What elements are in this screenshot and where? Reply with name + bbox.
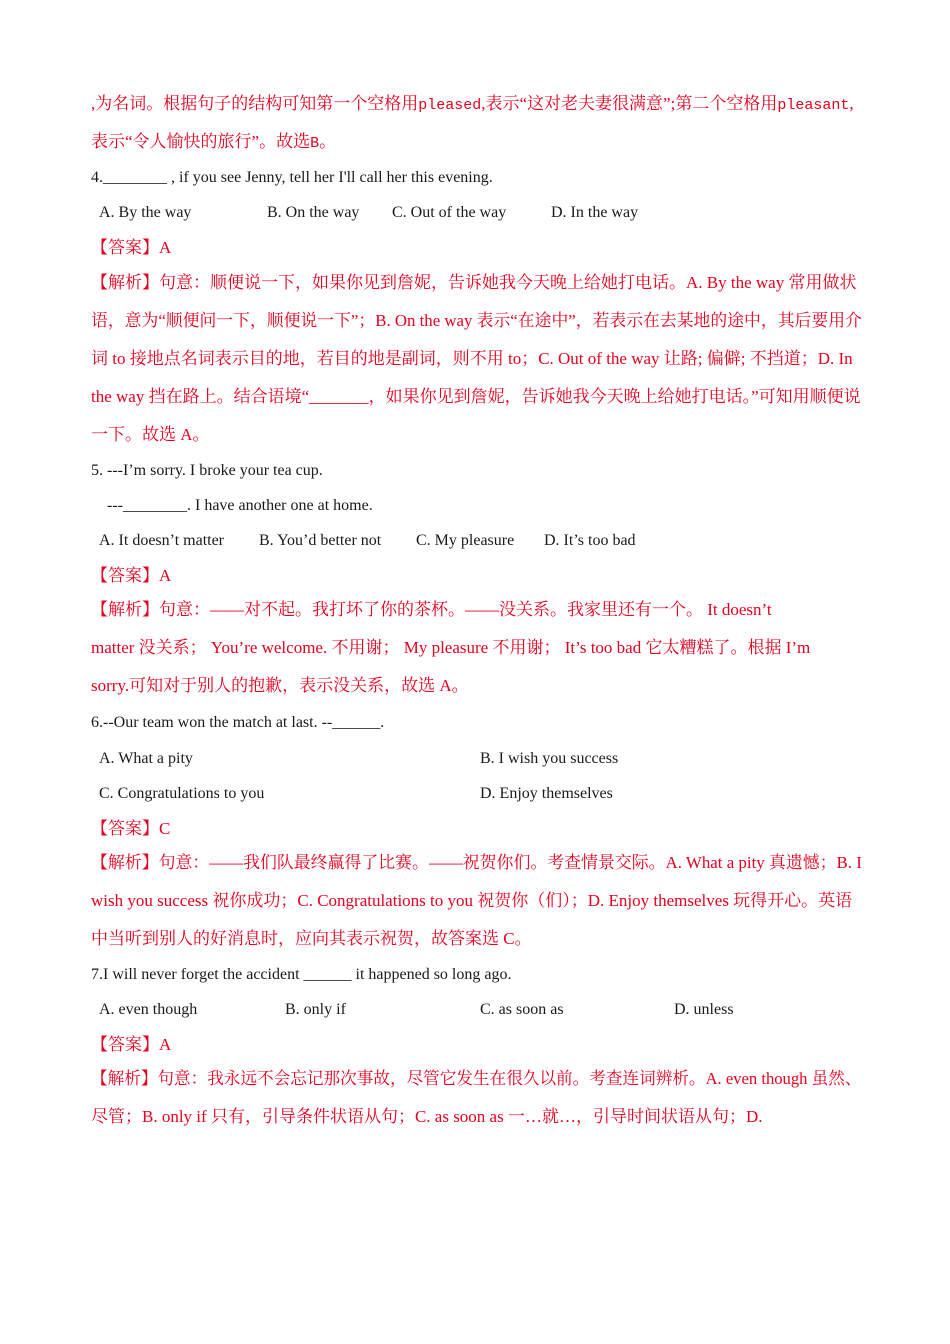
q5-option-a: A. It doesn’t matter [99,532,225,549]
q7-analysis-line-1: 【解析】句意：我永远不会忘记那次事故，尽管它发生在很久以前。考查连词辨析。A. even though 虽然、 [91,1069,862,1088]
q5-stem: 5. ---I’m sorry. I broke your tea cup. [91,462,323,479]
q4-answer: 【答案】A [91,238,172,257]
q7-stem: 7.I will never forget the accident ______ it happened so long ago. [91,966,512,983]
q4-analysis-line-1: 【解析】句意：顺便说一下，如果你见到詹妮，告诉她我今天晚上给她打电话。A. By the way 常用做状 [91,273,857,292]
prev-analysis-line-1: ,为名词。根据句子的结构可知第一个空格用pleased,表示“这对老夫妻很满意”;第二个空格用pleasant, [91,94,854,114]
q4-option-a: A. By the way [99,204,192,221]
q5-option-b: B. You’d better not [259,532,382,549]
prev-analysis-line-2: 表示“令人愉快的旅行”。故选B。 [91,132,337,152]
q5-analysis-line-1: 【解析】句意：——对不起。我打坏了你的茶杯。——没关系。我家里还有一个。 It doesn’t [91,600,772,619]
q4-analysis-line-5: 一下。故选 A。 [91,425,210,444]
q4-analysis-line-2: 语，意为“顺便问一下，顺便说一下”；B. On the way 表示“在途中”，若表示在去某地的途中，其后要用介 [91,311,862,330]
q6-analysis-line-3: 中当听到别人的好消息时，应向其表示祝贺，故答案选 C。 [91,929,532,948]
q6-answer: 【答案】C [91,819,171,838]
q6-analysis-line-2: wish you success 祝你成功；C. Congratulations to you 祝贺你（们）；D. Enjoy themselves 玩得开心。英语 [91,891,853,910]
q5-analysis-line-2: matter 没关系； You’re welcome. 不用谢； My pleasure 不用谢； It’s too bad 它太糟糕了。根据 I’m [91,638,811,657]
q7-analysis-line-2: 尽管；B. only if 只有，引导条件状语从句；C. as soon as 一…就…，引导时间状语从句；D. [91,1107,763,1126]
q7-answer: 【答案】A [91,1035,172,1054]
q4-stem: 4.________ , if you see Jenny, tell her I'll call her this evening. [91,169,493,186]
q4-option-c: C. Out of the way [392,204,507,221]
q4-analysis-line-3: 词 to 接地点名词表示目的地，若目的地是副词，则不用 to；C. Out of the way 让路; 偏僻; 不挡道；D. In [91,349,853,368]
q6-option-b: B. I wish you success [480,750,619,767]
q7-option-b: B. only if [285,1001,346,1018]
q6-option-d: D. Enjoy themselves [480,785,613,802]
q5-analysis-line-3: sorry.可知对于别人的抱歉，表示没关系，故选 A。 [91,676,469,695]
q4-option-d: D. In the way [551,204,639,221]
q5-stem-reply: ---________. I have another one at home. [107,497,373,514]
q5-option-c: C. My pleasure [416,532,515,549]
q4-analysis-line-4: the way 挡在路上。结合语境“_______，如果你见到詹妮，告诉她我今天晚上给她打电话。”可知用顺便说 [91,387,861,406]
q5-answer: 【答案】A [91,566,172,585]
q6-option-a: A. What a pity [99,750,193,767]
q6-analysis-line-1: 【解析】句意：——我们队最终赢得了比赛。——祝贺你们。考查情景交际。A. What a pity 真遗憾；B. I [91,853,862,872]
q7-option-c: C. as soon as [480,1001,564,1018]
q6-stem: 6.--Our team won the match at last. --______. [91,714,385,731]
q7-option-d: D. unless [674,1001,734,1018]
q5-option-d: D. It’s too bad [544,532,636,549]
q7-option-a: A. even though [99,1001,198,1018]
q4-option-b: B. On the way [267,204,360,221]
q6-option-c: C. Congratulations to you [99,785,265,802]
